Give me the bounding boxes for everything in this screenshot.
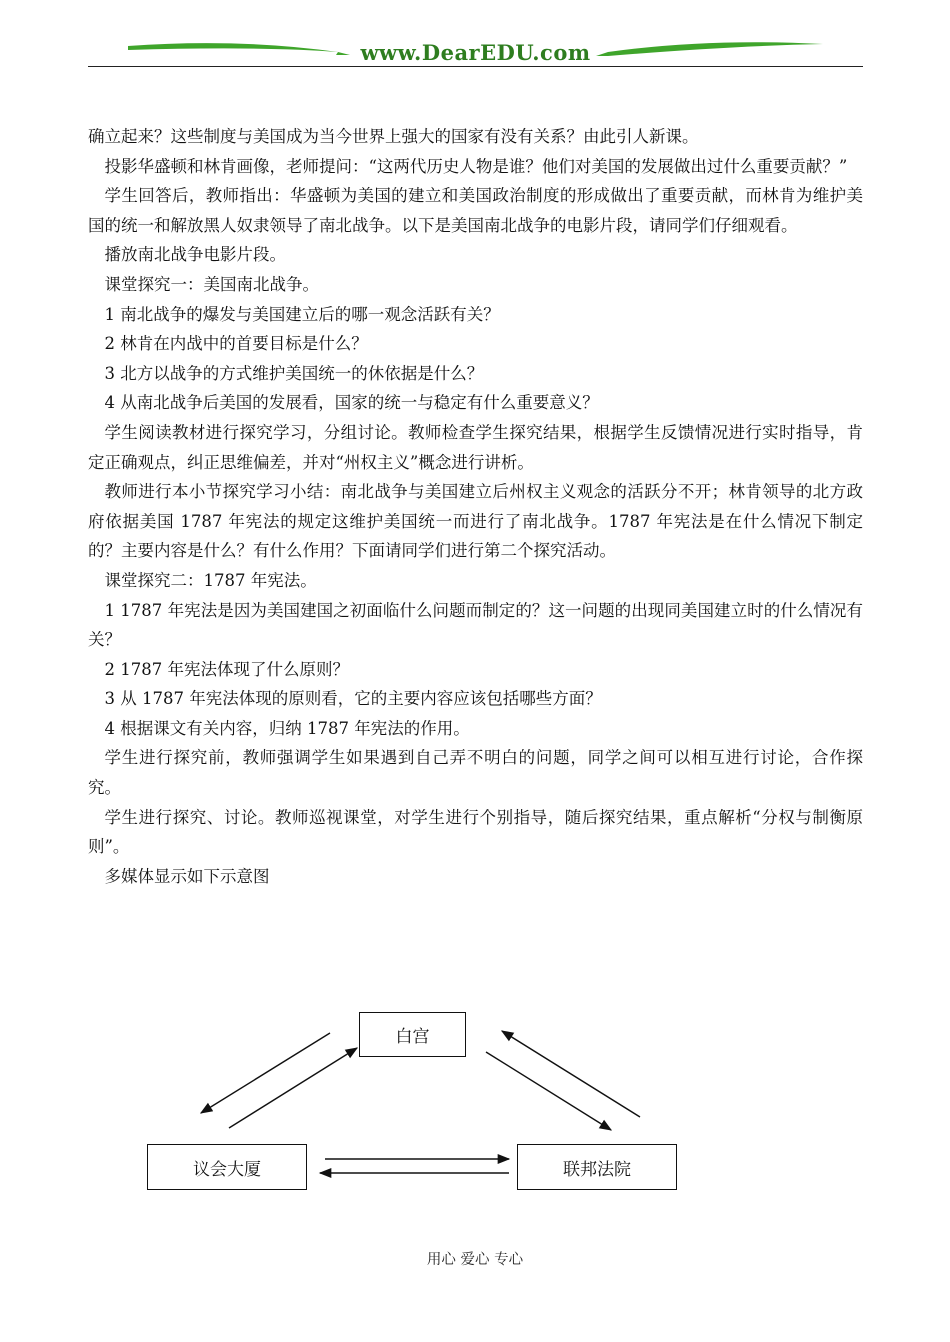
page-footer: 用心 爱心 专心: [426, 1252, 524, 1268]
page-header: [88, 36, 863, 70]
paragraph: 教师进行本小节探究学习小结：南北战争与美国建立后州权主义观念的活跃分不开；林肯领导的北方政府依据美国 1787 年宪法的规定这维护美国统一而进行了南北战争。1787 年宪法是在什么情况下制定的？主要内容是什么？有什么作用？下面请同学们进行第二个探究活动。: [88, 482, 863, 561]
paragraph: 确立起来？这些制度与美国成为当今世界上强大的国家有没有关系？由此引人新课。: [88, 127, 699, 146]
paragraph: 课堂探究一：美国南北战争。: [104, 274, 319, 294]
document-body: [88, 122, 863, 891]
paragraph: 2 林肯在内战中的首要目标是什么？: [104, 334, 368, 354]
white-house-box: 白宫: [359, 1012, 466, 1057]
arrow-whitehouse-to-court: [486, 1052, 611, 1130]
paragraph: 学生回答后，教师指出：华盛顿为美国的建立和美国政治制度的形成做出了重要贡献，而林肯为维护美国的统一和解放黑人奴隶领导了南北战争。以下是美国南北战争的电影片段，请同学们仔细观看。: [88, 186, 863, 235]
paragraph: 学生阅读教材进行探究学习，分组讨论。教师检查学生探究结果，根据学生反馈情况进行实时指导，肯定正确观点，纠正思维偏差，并对“州权主义”概念进行讲析。: [88, 422, 863, 472]
paragraph: 3 从 1787 年宪法体现的原则看，它的主要内容应该包括哪些方面？: [104, 689, 602, 709]
paragraph: 3 北方以战争的方式维护美国统一的休依据是什么？: [104, 363, 484, 383]
paragraph: 1 1787 年宪法是因为美国建国之初面临什么问题而制定的？这一问题的出现同美国建立时的什么情况有关？: [88, 600, 863, 650]
congress-box: 议会大厦: [147, 1144, 307, 1190]
paragraph: 多媒体显示如下示意图: [104, 866, 270, 886]
paragraph: 1 南北战争的爆发与美国建立后的哪一观念活跃有关？: [104, 304, 500, 324]
arrow-court-to-whitehouse: [502, 1031, 640, 1117]
site-logo-text: www.DearEDU.com: [360, 40, 591, 65]
arrow-congress-to-whitehouse: [229, 1048, 357, 1128]
paragraph: 学生进行探究、讨论。教师巡视课堂，对学生进行个别指导，随后探究结果，重点解析“分权与制衡原则”。: [88, 807, 863, 857]
paragraph: 4 从南北战争后美国的发展看，国家的统一与稳定有什么重要意义？: [104, 393, 599, 413]
paragraph: 4 根据课文有关内容，归纳 1787 年宪法的作用。: [104, 718, 470, 738]
paragraph: 播放南北战争电影片段。: [104, 245, 286, 265]
paragraph: 投影华盛顿和林肯画像，老师提问：“这两代历史人物是谁？他们对美国的发展做出过什么重要贡献？”: [104, 156, 848, 176]
paragraph: 课堂探究二：1787 年宪法。: [104, 570, 317, 590]
arrow-whitehouse-to-congress: [201, 1033, 330, 1113]
paragraph: 2 1787 年宪法体现了什么原则？: [104, 659, 349, 679]
paragraph: 学生进行探究前，教师强调学生如果遇到自己弄不明白的问题，同学之间可以相互进行讨论，合作探究。: [88, 748, 863, 798]
federal-court-box: 联邦法院: [517, 1144, 677, 1190]
header-divider: [88, 66, 863, 67]
